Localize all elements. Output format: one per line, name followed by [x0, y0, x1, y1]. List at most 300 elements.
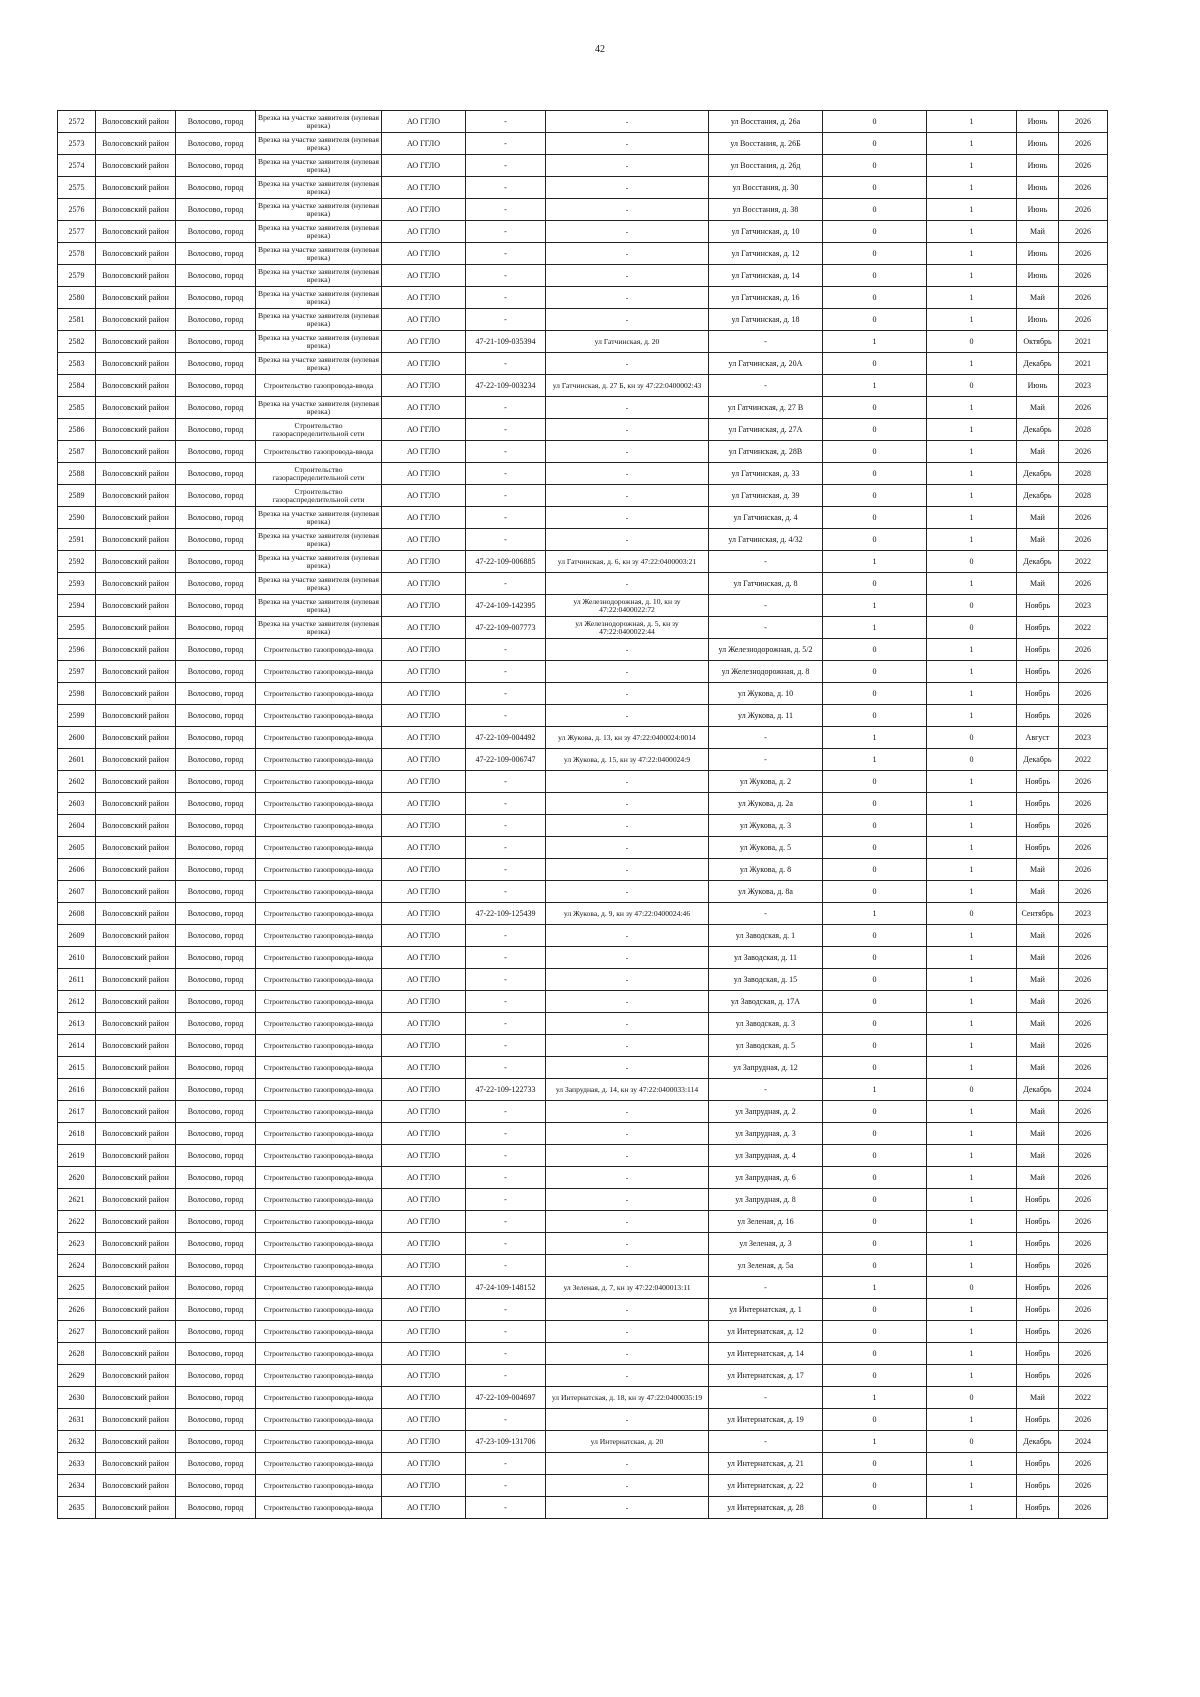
- address-cell: ул Гатчинская, д. 39: [709, 485, 823, 507]
- cadastral-cell: -: [466, 287, 546, 309]
- row-number: 2632: [58, 1431, 96, 1453]
- value-b-cell: 1: [927, 1211, 1017, 1233]
- value-a-cell: 1: [823, 1277, 927, 1299]
- work-type-cell: Строительство газопровода-ввода: [256, 991, 382, 1013]
- work-type-cell: Врезка на участке заявителя (нулевая врезка): [256, 287, 382, 309]
- value-b-cell: 1: [927, 221, 1017, 243]
- address-cadastral-cell: -: [546, 661, 709, 683]
- row-number: 2629: [58, 1365, 96, 1387]
- row-number: 2582: [58, 331, 96, 353]
- address-cell: ул Заводская, д. 5: [709, 1035, 823, 1057]
- address-cadastral-cell: -: [546, 485, 709, 507]
- value-a-cell: 0: [823, 287, 927, 309]
- row-number: 2609: [58, 925, 96, 947]
- district-cell: Волосовский район: [96, 1365, 176, 1387]
- year-cell: 2026: [1059, 265, 1108, 287]
- value-b-cell: 1: [927, 683, 1017, 705]
- cadastral-cell: 47-22-109-004697: [466, 1387, 546, 1409]
- value-a-cell: 1: [823, 727, 927, 749]
- work-type-cell: Строительство газопровода-ввода: [256, 1409, 382, 1431]
- value-b-cell: 0: [927, 1431, 1017, 1453]
- value-a-cell: 0: [823, 771, 927, 793]
- district-cell: Волосовский район: [96, 859, 176, 881]
- locality-cell: Волосово, город: [176, 1167, 256, 1189]
- value-a-cell: 0: [823, 397, 927, 419]
- row-number: 2597: [58, 661, 96, 683]
- year-cell: 2022: [1059, 551, 1108, 573]
- month-cell: Декабрь: [1017, 419, 1059, 441]
- cadastral-cell: -: [466, 1057, 546, 1079]
- year-cell: 2026: [1059, 177, 1108, 199]
- row-number: 2635: [58, 1497, 96, 1519]
- organization-cell: АО ГГЛО: [382, 661, 466, 683]
- organization-cell: АО ГГЛО: [382, 1321, 466, 1343]
- year-cell: 2026: [1059, 1277, 1108, 1299]
- value-a-cell: 0: [823, 815, 927, 837]
- organization-cell: АО ГГЛО: [382, 177, 466, 199]
- table-row: [58, 1409, 1108, 1431]
- row-number: 2616: [58, 1079, 96, 1101]
- address-cell: ул Гатчинская, д. 16: [709, 287, 823, 309]
- value-b-cell: 0: [927, 595, 1017, 617]
- table-row: [58, 397, 1108, 419]
- organization-cell: АО ГГЛО: [382, 1211, 466, 1233]
- year-cell: 2026: [1059, 991, 1108, 1013]
- organization-cell: АО ГГЛО: [382, 1343, 466, 1365]
- value-b-cell: 1: [927, 793, 1017, 815]
- row-number: 2602: [58, 771, 96, 793]
- table-row: [58, 155, 1108, 177]
- address-cell: ул Гатчинская, д. 28В: [709, 441, 823, 463]
- month-cell: Июнь: [1017, 155, 1059, 177]
- table-row: [58, 1123, 1108, 1145]
- row-number: 2578: [58, 243, 96, 265]
- work-type-cell: Врезка на участке заявителя (нулевая врезка): [256, 177, 382, 199]
- table-row: [58, 463, 1108, 485]
- value-a-cell: 0: [823, 859, 927, 881]
- address-cell: ул Гатчинская, д. 4/32: [709, 529, 823, 551]
- year-cell: 2023: [1059, 375, 1108, 397]
- year-cell: 2026: [1059, 1101, 1108, 1123]
- organization-cell: АО ГГЛО: [382, 375, 466, 397]
- month-cell: Май: [1017, 529, 1059, 551]
- organization-cell: АО ГГЛО: [382, 1409, 466, 1431]
- year-cell: 2026: [1059, 1167, 1108, 1189]
- year-cell: 2026: [1059, 573, 1108, 595]
- table-row: [58, 529, 1108, 551]
- table-row: [58, 1343, 1108, 1365]
- month-cell: Ноябрь: [1017, 771, 1059, 793]
- locality-cell: Волосово, город: [176, 1079, 256, 1101]
- row-number: 2631: [58, 1409, 96, 1431]
- district-cell: Волосовский район: [96, 1277, 176, 1299]
- row-number: 2608: [58, 903, 96, 925]
- month-cell: Декабрь: [1017, 749, 1059, 771]
- row-number: 2613: [58, 1013, 96, 1035]
- locality-cell: Волосово, город: [176, 221, 256, 243]
- locality-cell: Волосово, город: [176, 1475, 256, 1497]
- organization-cell: АО ГГЛО: [382, 353, 466, 375]
- year-cell: 2021: [1059, 331, 1108, 353]
- locality-cell: Волосово, город: [176, 1299, 256, 1321]
- value-a-cell: 0: [823, 683, 927, 705]
- address-cadastral-cell: -: [546, 859, 709, 881]
- table-row: [58, 661, 1108, 683]
- organization-cell: АО ГГЛО: [382, 573, 466, 595]
- organization-cell: АО ГГЛО: [382, 815, 466, 837]
- row-number: 2574: [58, 155, 96, 177]
- year-cell: 2026: [1059, 507, 1108, 529]
- month-cell: Ноябрь: [1017, 793, 1059, 815]
- organization-cell: АО ГГЛО: [382, 1431, 466, 1453]
- work-type-cell: Строительство газопровода-ввода: [256, 683, 382, 705]
- organization-cell: АО ГГЛО: [382, 1057, 466, 1079]
- row-number: 2621: [58, 1189, 96, 1211]
- value-a-cell: 0: [823, 507, 927, 529]
- locality-cell: Волосово, город: [176, 639, 256, 661]
- work-type-cell: Строительство газопровода-ввода: [256, 837, 382, 859]
- month-cell: Май: [1017, 1387, 1059, 1409]
- month-cell: Декабрь: [1017, 463, 1059, 485]
- work-type-cell: Строительство газопровода-ввода: [256, 1277, 382, 1299]
- value-a-cell: 1: [823, 903, 927, 925]
- locality-cell: Волосово, город: [176, 1013, 256, 1035]
- district-cell: Волосовский район: [96, 991, 176, 1013]
- work-type-cell: Врезка на участке заявителя (нулевая врезка): [256, 199, 382, 221]
- row-number: 2610: [58, 947, 96, 969]
- value-a-cell: 0: [823, 1255, 927, 1277]
- month-cell: Ноябрь: [1017, 815, 1059, 837]
- cadastral-cell: -: [466, 1365, 546, 1387]
- address-cell: ул Гатчинская, д. 10: [709, 221, 823, 243]
- cadastral-cell: -: [466, 1321, 546, 1343]
- organization-cell: АО ГГЛО: [382, 441, 466, 463]
- locality-cell: Волосово, город: [176, 155, 256, 177]
- address-cell: ул Заводская, д. 17А: [709, 991, 823, 1013]
- work-type-cell: Врезка на участке заявителя (нулевая врезка): [256, 507, 382, 529]
- address-cell: ул Жукова, д. 10: [709, 683, 823, 705]
- locality-cell: Волосово, город: [176, 397, 256, 419]
- value-a-cell: 0: [823, 1453, 927, 1475]
- month-cell: Май: [1017, 969, 1059, 991]
- value-a-cell: 0: [823, 1123, 927, 1145]
- organization-cell: АО ГГЛО: [382, 991, 466, 1013]
- value-b-cell: 1: [927, 1145, 1017, 1167]
- cadastral-cell: -: [466, 1035, 546, 1057]
- month-cell: Июнь: [1017, 309, 1059, 331]
- cadastral-cell: 47-22-109-006747: [466, 749, 546, 771]
- year-cell: 2026: [1059, 199, 1108, 221]
- row-number: 2606: [58, 859, 96, 881]
- organization-cell: АО ГГЛО: [382, 903, 466, 925]
- cadastral-cell: -: [466, 1299, 546, 1321]
- cadastral-cell: -: [466, 947, 546, 969]
- work-type-cell: Строительство газораспределительной сети: [256, 419, 382, 441]
- value-b-cell: 1: [927, 287, 1017, 309]
- table-row: [58, 1321, 1108, 1343]
- organization-cell: АО ГГЛО: [382, 705, 466, 727]
- cadastral-cell: -: [466, 133, 546, 155]
- address-cadastral-cell: -: [546, 507, 709, 529]
- year-cell: 2022: [1059, 1387, 1108, 1409]
- organization-cell: АО ГГЛО: [382, 1255, 466, 1277]
- address-cadastral-cell: -: [546, 1057, 709, 1079]
- row-number: 2594: [58, 595, 96, 617]
- month-cell: Сентябрь: [1017, 903, 1059, 925]
- address-cell: ул Гатчинская, д. 4: [709, 507, 823, 529]
- organization-cell: АО ГГЛО: [382, 859, 466, 881]
- organization-cell: АО ГГЛО: [382, 1453, 466, 1475]
- year-cell: 2026: [1059, 1233, 1108, 1255]
- row-number: 2614: [58, 1035, 96, 1057]
- district-cell: Волосовский район: [96, 1299, 176, 1321]
- address-cell: ул Заводская, д. 3: [709, 1013, 823, 1035]
- row-number: 2612: [58, 991, 96, 1013]
- work-type-cell: Строительство газопровода-ввода: [256, 1321, 382, 1343]
- address-cell: ул Зеленая, д. 5а: [709, 1255, 823, 1277]
- row-number: 2587: [58, 441, 96, 463]
- month-cell: Декабрь: [1017, 1431, 1059, 1453]
- table-row: [58, 1431, 1108, 1453]
- row-number: 2588: [58, 463, 96, 485]
- district-cell: Волосовский район: [96, 1013, 176, 1035]
- organization-cell: АО ГГЛО: [382, 155, 466, 177]
- work-type-cell: Врезка на участке заявителя (нулевая врезка): [256, 221, 382, 243]
- value-a-cell: 0: [823, 1057, 927, 1079]
- cadastral-cell: -: [466, 815, 546, 837]
- month-cell: Май: [1017, 947, 1059, 969]
- address-cadastral-cell: -: [546, 1255, 709, 1277]
- address-cell: -: [709, 1079, 823, 1101]
- table-body: [58, 111, 1108, 1519]
- cadastral-cell: -: [466, 771, 546, 793]
- table-row: [58, 1189, 1108, 1211]
- district-cell: Волосовский район: [96, 1255, 176, 1277]
- address-cell: ул Восстания, д. 26а: [709, 111, 823, 133]
- value-b-cell: 0: [927, 1277, 1017, 1299]
- year-cell: 2026: [1059, 441, 1108, 463]
- cadastral-cell: 47-22-109-004492: [466, 727, 546, 749]
- value-b-cell: 1: [927, 265, 1017, 287]
- row-number: 2620: [58, 1167, 96, 1189]
- cadastral-cell: -: [466, 1101, 546, 1123]
- locality-cell: Волосово, город: [176, 309, 256, 331]
- value-b-cell: 1: [927, 881, 1017, 903]
- value-b-cell: 0: [927, 727, 1017, 749]
- row-number: 2599: [58, 705, 96, 727]
- district-cell: Волосовский район: [96, 947, 176, 969]
- locality-cell: Волосово, город: [176, 683, 256, 705]
- locality-cell: Волосово, город: [176, 1431, 256, 1453]
- value-a-cell: 0: [823, 881, 927, 903]
- district-cell: Волосовский район: [96, 1123, 176, 1145]
- address-cadastral-cell: -: [546, 221, 709, 243]
- table-row: [58, 903, 1108, 925]
- address-cell: ул Зеленая, д. 3: [709, 1233, 823, 1255]
- value-b-cell: 1: [927, 133, 1017, 155]
- district-cell: Волосовский район: [96, 1321, 176, 1343]
- locality-cell: Волосово, город: [176, 881, 256, 903]
- district-cell: Волосовский район: [96, 331, 176, 353]
- value-b-cell: 0: [927, 1079, 1017, 1101]
- district-cell: Волосовский район: [96, 485, 176, 507]
- cadastral-cell: 47-22-109-006885: [466, 551, 546, 573]
- organization-cell: АО ГГЛО: [382, 1167, 466, 1189]
- district-cell: Волосовский район: [96, 639, 176, 661]
- address-cadastral-cell: -: [546, 133, 709, 155]
- address-cadastral-cell: -: [546, 1409, 709, 1431]
- work-type-cell: Строительство газопровода-ввода: [256, 1079, 382, 1101]
- value-a-cell: 0: [823, 133, 927, 155]
- work-type-cell: Врезка на участке заявителя (нулевая врезка): [256, 133, 382, 155]
- work-type-cell: Строительство газопровода-ввода: [256, 1145, 382, 1167]
- district-cell: Волосовский район: [96, 1387, 176, 1409]
- table-row: [58, 1079, 1108, 1101]
- district-cell: Волосовский район: [96, 815, 176, 837]
- cadastral-cell: -: [466, 177, 546, 199]
- address-cadastral-cell: -: [546, 199, 709, 221]
- address-cadastral-cell: ул Интернатская, д. 18, кн зу 47:22:0400035:19: [546, 1387, 709, 1409]
- table-row: [58, 485, 1108, 507]
- organization-cell: АО ГГЛО: [382, 221, 466, 243]
- value-a-cell: 0: [823, 1497, 927, 1519]
- value-b-cell: 1: [927, 1453, 1017, 1475]
- address-cadastral-cell: ул Интернатская, д. 20: [546, 1431, 709, 1453]
- year-cell: 2026: [1059, 705, 1108, 727]
- value-b-cell: 1: [927, 1299, 1017, 1321]
- organization-cell: АО ГГЛО: [382, 617, 466, 639]
- locality-cell: Волосово, город: [176, 111, 256, 133]
- year-cell: 2026: [1059, 815, 1108, 837]
- organization-cell: АО ГГЛО: [382, 1387, 466, 1409]
- row-number: 2611: [58, 969, 96, 991]
- locality-cell: Волосово, город: [176, 661, 256, 683]
- table-row: [58, 683, 1108, 705]
- organization-cell: АО ГГЛО: [382, 199, 466, 221]
- value-b-cell: 1: [927, 1321, 1017, 1343]
- work-type-cell: Строительство газопровода-ввода: [256, 1167, 382, 1189]
- row-number: 2607: [58, 881, 96, 903]
- value-a-cell: 0: [823, 1167, 927, 1189]
- address-cadastral-cell: ул Гатчинская, д. 20: [546, 331, 709, 353]
- table-row: [58, 639, 1108, 661]
- year-cell: 2026: [1059, 969, 1108, 991]
- year-cell: 2026: [1059, 793, 1108, 815]
- table-row: [58, 1057, 1108, 1079]
- row-number: 2579: [58, 265, 96, 287]
- work-type-cell: Строительство газораспределительной сети: [256, 485, 382, 507]
- row-number: 2591: [58, 529, 96, 551]
- address-cell: -: [709, 331, 823, 353]
- organization-cell: АО ГГЛО: [382, 331, 466, 353]
- work-type-cell: Врезка на участке заявителя (нулевая врезка): [256, 265, 382, 287]
- page-number: 42: [595, 44, 605, 55]
- table-row: [58, 243, 1108, 265]
- organization-cell: АО ГГЛО: [382, 529, 466, 551]
- table-row: [58, 573, 1108, 595]
- month-cell: Май: [1017, 1145, 1059, 1167]
- cadastral-cell: -: [466, 529, 546, 551]
- address-cadastral-cell: -: [546, 419, 709, 441]
- address-cell: ул Жукова, д. 5: [709, 837, 823, 859]
- row-number: 2581: [58, 309, 96, 331]
- value-a-cell: 0: [823, 1035, 927, 1057]
- value-a-cell: 0: [823, 573, 927, 595]
- address-cell: -: [709, 1277, 823, 1299]
- work-type-cell: Врезка на участке заявителя (нулевая врезка): [256, 331, 382, 353]
- year-cell: 2026: [1059, 1057, 1108, 1079]
- row-number: 2622: [58, 1211, 96, 1233]
- address-cadastral-cell: -: [546, 1453, 709, 1475]
- address-cadastral-cell: -: [546, 1299, 709, 1321]
- value-a-cell: 1: [823, 375, 927, 397]
- value-a-cell: 1: [823, 331, 927, 353]
- address-cadastral-cell: -: [546, 155, 709, 177]
- table-row: [58, 1277, 1108, 1299]
- locality-cell: Волосово, город: [176, 1101, 256, 1123]
- address-cadastral-cell: -: [546, 1035, 709, 1057]
- address-cadastral-cell: -: [546, 639, 709, 661]
- value-b-cell: 1: [927, 771, 1017, 793]
- work-type-cell: Врезка на участке заявителя (нулевая врезка): [256, 529, 382, 551]
- month-cell: Май: [1017, 441, 1059, 463]
- value-a-cell: 0: [823, 199, 927, 221]
- month-cell: Ноябрь: [1017, 1211, 1059, 1233]
- address-cell: ул Гатчинская, д. 12: [709, 243, 823, 265]
- table-row: [58, 1387, 1108, 1409]
- cadastral-cell: -: [466, 1409, 546, 1431]
- year-cell: 2026: [1059, 1409, 1108, 1431]
- table-row: [58, 1497, 1108, 1519]
- value-b-cell: 1: [927, 1167, 1017, 1189]
- locality-cell: Волосово, город: [176, 1387, 256, 1409]
- address-cadastral-cell: ул Зеленая, д. 7, кн зу 47:22:0400013:11: [546, 1277, 709, 1299]
- value-b-cell: 1: [927, 1101, 1017, 1123]
- locality-cell: Волосово, город: [176, 243, 256, 265]
- address-cell: ул Заводская, д. 15: [709, 969, 823, 991]
- district-cell: Волосовский район: [96, 1145, 176, 1167]
- organization-cell: АО ГГЛО: [382, 793, 466, 815]
- value-a-cell: 0: [823, 111, 927, 133]
- locality-cell: Волосово, город: [176, 925, 256, 947]
- organization-cell: АО ГГЛО: [382, 683, 466, 705]
- locality-cell: Волосово, город: [176, 947, 256, 969]
- address-cadastral-cell: -: [546, 837, 709, 859]
- cadastral-cell: -: [466, 419, 546, 441]
- table-row: [58, 925, 1108, 947]
- value-b-cell: 1: [927, 947, 1017, 969]
- value-a-cell: 1: [823, 749, 927, 771]
- month-cell: Июнь: [1017, 177, 1059, 199]
- district-cell: Волосовский район: [96, 969, 176, 991]
- locality-cell: Волосово, город: [176, 859, 256, 881]
- value-a-cell: 0: [823, 837, 927, 859]
- cadastral-cell: -: [466, 793, 546, 815]
- locality-cell: Волосово, город: [176, 1409, 256, 1431]
- year-cell: 2026: [1059, 155, 1108, 177]
- locality-cell: Волосово, город: [176, 419, 256, 441]
- work-type-cell: Врезка на участке заявителя (нулевая врезка): [256, 397, 382, 419]
- value-a-cell: 0: [823, 1343, 927, 1365]
- district-cell: Волосовский район: [96, 595, 176, 617]
- row-number: 2628: [58, 1343, 96, 1365]
- month-cell: Май: [1017, 397, 1059, 419]
- year-cell: 2026: [1059, 1189, 1108, 1211]
- address-cell: -: [709, 749, 823, 771]
- year-cell: 2026: [1059, 1145, 1108, 1167]
- cadastral-cell: -: [466, 265, 546, 287]
- table-row: [58, 1145, 1108, 1167]
